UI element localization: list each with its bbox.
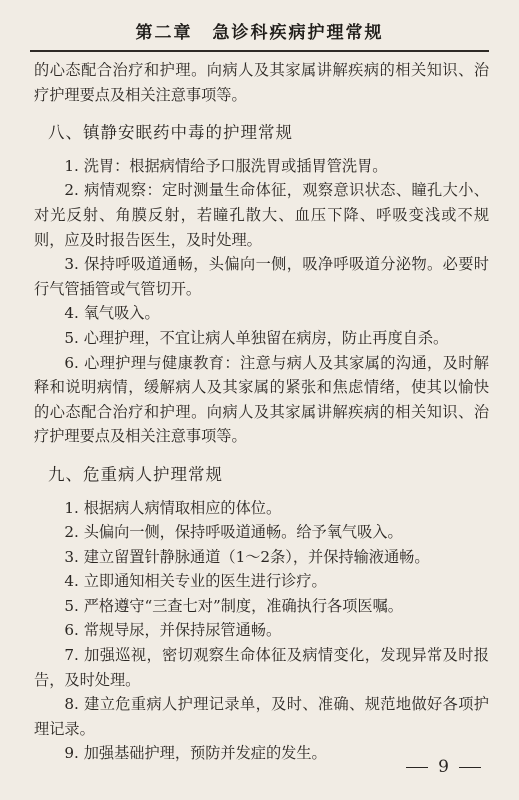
section-9-item-8: 8. 建立危重病人护理记录单，及时、准确、规范地做好各项护理记录。 bbox=[34, 695, 489, 738]
section-9-item-5: 5. 严格遵守“三查七对”制度，准确执行各项医嘱。 bbox=[64, 596, 403, 615]
section-9-item-3: 3. 建立留置针静脉通道（1～2条），并保持输液通畅。 bbox=[64, 547, 430, 566]
section-8-item-6: 6. 心理护理与健康教育：注意与病人及其家属的沟通，及时解释和说明病情，缓解病人及其家属的紧张和焦虑情绪，使其以愉快的心态配合治疗和护理。向病人及其家属讲解疾病的相关知识、治疗护理要点及相关注意事项等。 bbox=[34, 353, 489, 446]
section-9-item-1: 1. 根据病人病情取相应的体位。 bbox=[64, 498, 282, 517]
page-number-dash-right bbox=[459, 767, 481, 768]
section-8-item-5: 5. 心理护理，不宜让病人单独留在病房，防止再度自杀。 bbox=[64, 328, 449, 347]
header-rule bbox=[30, 50, 489, 52]
page-number-text: 9 bbox=[438, 757, 449, 777]
chapter-number: 第二章 bbox=[135, 22, 193, 43]
section-8-item-1: 1. 洗胃：根据病情给予口服洗胃或插胃管洗胃。 bbox=[64, 156, 388, 175]
section-9-item-6: 6. 常规导尿，并保持尿管通畅。 bbox=[64, 621, 282, 640]
section-9-item-7: 7. 加强巡视，密切观察生命体征及病情变化，发现异常及时报告，及时处理。 bbox=[34, 646, 489, 689]
section-8-item-2: 2. 病情观察：定时测量生命体征，观察意识状态、瞳孔大小、对光反射、角膜反射，若瞳孔散大、血压下降、呼吸变浅或不规则，应及时报告医生，及时处理。 bbox=[34, 181, 489, 249]
running-header bbox=[30, 14, 489, 46]
page-body bbox=[34, 58, 489, 766]
section-9-item-4: 4. 立即通知相关专业的医生进行诊疗。 bbox=[64, 572, 327, 591]
intro-paragraph: 的心态配合治疗和护理。向病人及其家属讲解疾病的相关知识、治疗护理要点及相关注意事项等。 bbox=[34, 61, 489, 104]
page-number bbox=[406, 757, 481, 777]
page-number-dash-left bbox=[406, 767, 428, 768]
section-8-heading: 八、镇静安眠药中毒的护理常规 bbox=[48, 123, 293, 143]
section-8-item-4: 4. 氧气吸入。 bbox=[64, 304, 160, 323]
section-9-heading: 九、危重病人护理常规 bbox=[48, 464, 223, 484]
section-8-item-3: 3. 保持呼吸道通畅，头偏向一侧，吸净呼吸道分泌物。必要时行气管插管或气管切开。 bbox=[34, 255, 489, 298]
chapter-title: 急诊科疾病护理常规 bbox=[212, 22, 384, 43]
section-9-item-9: 9. 加强基础护理，预防并发症的发生。 bbox=[64, 744, 327, 763]
section-9-item-2: 2. 头偏向一侧，保持呼吸道通畅。给予氧气吸入。 bbox=[64, 523, 403, 542]
